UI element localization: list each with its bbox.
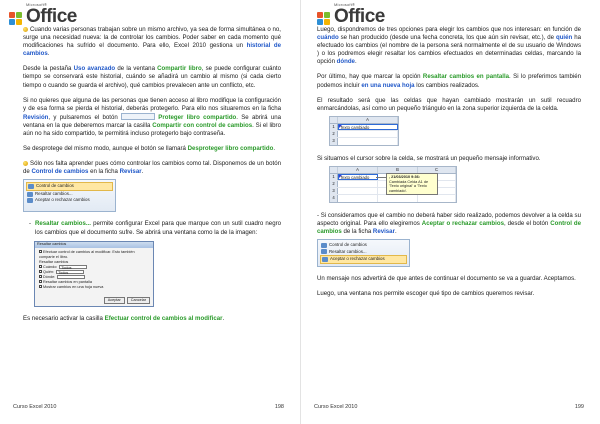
right-page bbox=[300, 0, 600, 424]
office-logo-icon bbox=[9, 12, 23, 26]
right-page-content bbox=[317, 26, 581, 305]
dialog-title: Resaltar cambios bbox=[35, 242, 153, 248]
menu-aceptar: Aceptar o rechazar cambios bbox=[320, 255, 407, 264]
paragraph-historial: Cuando varias personas trabajan sobre un mismo archivo, ya sea de forma simultánea o no, surge una necesidad nueva: la de controlar los cambios. Poder saber en cada momento qué modificaciones ha sufrido el documento. Para ello, Excel 2010 gestiona un historial de cambios. bbox=[23, 26, 281, 58]
paragraph-resaltar-pantalla: Por último, hay que marcar la opción Resaltar cambios en pantalla. Si lo preferimos también podemos incluir en una nueva hoja los cambios realizados. bbox=[317, 73, 581, 89]
proteger-libro-button-image bbox=[121, 113, 155, 120]
change-triangle-icon bbox=[339, 175, 342, 178]
paragraph-devolver: - Si consideramos que el cambio no deberá haber sido realizado, podemos devolver a la celda su aspecto original. Para ello elegiremos Aceptar o rechazar cambios, desde el botón Control de cambios de la ficha Revisar. bbox=[317, 211, 581, 236]
resaltar-cambios-dialog-image: Resaltar cambios Efectuar control de cambios al modificar. Esto también comparte el libro. Resaltar cambios Cuándo: Todos Quién: Todos Dónde: Resaltar cambios en pantalla Mostrar cambios en una hoja nueva Aceptar Cancelar bbox=[34, 241, 154, 307]
logo-office-text: Office bbox=[26, 6, 77, 27]
office-logo bbox=[317, 3, 385, 26]
menu-resaltar: Resaltar cambios... bbox=[320, 249, 407, 256]
highlight-icon bbox=[27, 192, 33, 197]
left-page-content bbox=[23, 26, 281, 330]
resaltar-description: - Resaltar cambios... permite configurar Excel para que marque con un sutil cuadro negro los cambios que el documento sufre. Se abrirá una ventana como la de la imagen: bbox=[29, 220, 282, 236]
paragraph-desproteger: Se desprotege del mismo modo, aunque el botón se llamará Desproteger libro compartido. bbox=[23, 145, 276, 153]
paragraph-uso-avanzado: Desde la pestaña Uso avanzado de la ventana Compartir libro, se puede configurar cuánto tiempo se conservará este historial, cuándo se añadirá un cambio al mismo (si cada cierto tiempo o cuando se guarda el archivo), qué cambios prevalecen ante un conflicto, etc. bbox=[23, 65, 281, 89]
menu-control-cambios: Control de cambios bbox=[26, 182, 113, 191]
paragraph-cursor: Si situamos el cursor sobre la celda, se mostrará un pequeño mensaje informativo. bbox=[317, 154, 541, 162]
bullet-icon bbox=[23, 161, 28, 166]
logo-microsoft-text: Microsoft® bbox=[26, 2, 48, 7]
change-triangle-icon bbox=[339, 125, 342, 128]
paragraph-activar: Es necesario activar la casilla Efectuar control de cambios al modificar. bbox=[23, 314, 225, 322]
menu-aceptar: Aceptar o rechazar cambios bbox=[26, 197, 113, 204]
footer-course-title: Curso Excel 2010 bbox=[13, 404, 57, 410]
page-number: 199 bbox=[574, 404, 584, 410]
control-cambios-menu-image bbox=[23, 179, 116, 212]
control-cambios-menu-image bbox=[317, 239, 410, 267]
accept-icon bbox=[27, 198, 33, 203]
spreadsheet-changed-cell-image: A 1 Texto cambiado 2 3 bbox=[329, 116, 399, 146]
paragraph-resultado: El resultado será que las celdas que hayan cambiado mostrarán un sutil recuadro enmarcándolas, así como un pequeño triángulo en la zona superior izquierda de la celda. bbox=[317, 96, 581, 112]
paragraph-proteger: Si no quieres que alguna de las personas que tienen acceso al libro modifique la configuración y de esa forma se pierda el historial, deberás protegerlo. Para ello nos situaremos en la ficha Revisión, y pulsaremos el botón Proteger libro compartido. Se abrirá una ventana en la que deberemos marcar la casilla Compartir con control de cambios. Si el libro aún no ha sido compartido, te permitirá incluso protegerlo bajo contraseña. bbox=[23, 96, 281, 138]
paragraph-opciones: Luego, dispondremos de tres opciones para elegir los cambios que nos interesan: en función de cuándo se han producido (desde una fecha concreta, los que aún sin revisar, etc.), de quién ha efectuado los cambios (el nombre de la persona será normalmente el de su usuario de Windows ) o los podremos elegir resaltar los cambios efectuados en determinadas celdas, marcando la opción dónde. bbox=[317, 26, 581, 66]
paragraph-mensaje: Un mensaje nos advertirá de que antes de continuar el documento se va a guardar. Aceptamos. bbox=[317, 275, 576, 283]
menu-control-cambios: Control de cambios bbox=[320, 242, 407, 249]
paragraph-control-cambios: Sólo nos falta aprender pues cómo controlar los cambios como tal. Disponemos de un botón de Control de cambios en la ficha Revisar. bbox=[23, 160, 281, 176]
logo-microsoft-text: Microsoft® bbox=[334, 2, 356, 7]
accept-icon bbox=[322, 257, 328, 262]
office-logo-icon bbox=[317, 12, 331, 26]
office-logo bbox=[9, 3, 77, 26]
logo-office-text: Office bbox=[334, 6, 385, 27]
highlight-icon bbox=[321, 249, 327, 254]
change-comment-tooltip: , 21/03/2010 9:36: Cambiada Celda A1 de 'Texto original' a 'Texto cambiado'. bbox=[386, 173, 438, 195]
footer-course-title: Curso Excel 2010 bbox=[314, 404, 358, 410]
track-changes-icon bbox=[321, 243, 327, 248]
bullet-icon bbox=[23, 27, 28, 32]
page-number: 198 bbox=[274, 404, 284, 410]
historial-link[interactable]: historial de cambios bbox=[23, 42, 281, 58]
spreadsheet-comment-image: A B C 1 Texto cambiado 2 3 4 , 21/03/2010 9:36: Cambiada Celda A1 de 'Texto original' a 'Texto cambiado'. bbox=[329, 166, 457, 203]
paragraph-ventana: Luego, una ventana nos permite escoger qué tipo de cambios queremos revisar. bbox=[317, 290, 535, 298]
track-changes-icon bbox=[28, 184, 34, 189]
menu-resaltar: Resaltar cambios... bbox=[26, 191, 113, 198]
